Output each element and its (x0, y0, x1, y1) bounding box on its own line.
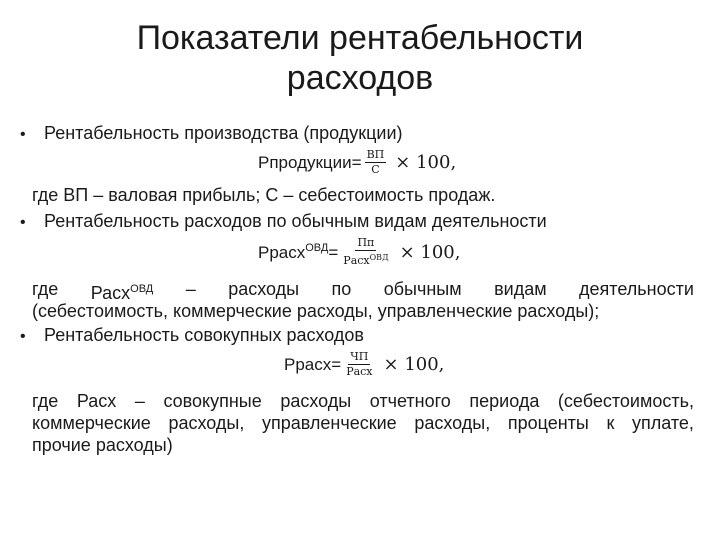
item2-denominator: Расх$^{ОВД}$ (343, 253, 389, 267)
item3-times: × 100, (383, 354, 445, 375)
item1-denominator: С (371, 163, 380, 176)
item2-heading: Рентабельность расходов по обычным видам деятельности (44, 211, 547, 231)
item2-note-line-1: где Расх$^{ОВД}$ – расходы по обычным видам деятельности (32, 279, 694, 303)
item3-denominator: Расх (346, 365, 373, 378)
slide-title (0, 18, 720, 98)
title-line-2: расходов (286, 59, 434, 97)
item2-fraction (341, 236, 390, 268)
item3-formula-lhs: Ррасх= (284, 354, 342, 374)
item3-heading: Рентабельность совокупных расходов (44, 325, 364, 345)
item1-times: × 100, (395, 152, 457, 173)
item1-fraction (365, 148, 387, 177)
item2-times: × 100, (399, 241, 461, 263)
item1-heading: Рентабельность производства (продукции) (44, 123, 403, 143)
item2-formula-lhs: Ррасх$^{ОВД}$= (258, 241, 339, 262)
bullet-item-3 (20, 324, 364, 348)
item1-numerator: ВП (366, 148, 385, 161)
bullet-item-1 (20, 122, 403, 146)
item1-note: где ВП – валовая прибыль; С – себестоимость продаж. (32, 185, 496, 205)
title-line-1: Показатели рентабельности (136, 19, 584, 57)
item3-fraction (344, 350, 374, 379)
item3-note-line-3: прочие расходы) (32, 435, 173, 455)
bullet-item-2 (20, 210, 547, 234)
item1-formula (258, 148, 456, 177)
item3-note-line-1: где Расх – совокупные расходы отчетного периода (себестоимость, (32, 391, 694, 411)
item3-numerator: ЧП (350, 350, 369, 363)
bullet-icon: • (20, 328, 26, 345)
item2-numerator: Пп (357, 236, 375, 249)
bullet-icon: • (20, 214, 26, 231)
item1-formula-lhs: Рпродукции= (258, 152, 362, 172)
item2-formula (258, 236, 460, 268)
item3-formula (284, 350, 444, 379)
item3-note-line-2: коммерческие расходы, управленческие расходы, проценты к уплате, (32, 413, 694, 433)
item2-note-line-2: (себестоимость, коммерческие расходы, управленческие расходы); (32, 301, 600, 321)
bullet-icon: • (20, 126, 26, 143)
